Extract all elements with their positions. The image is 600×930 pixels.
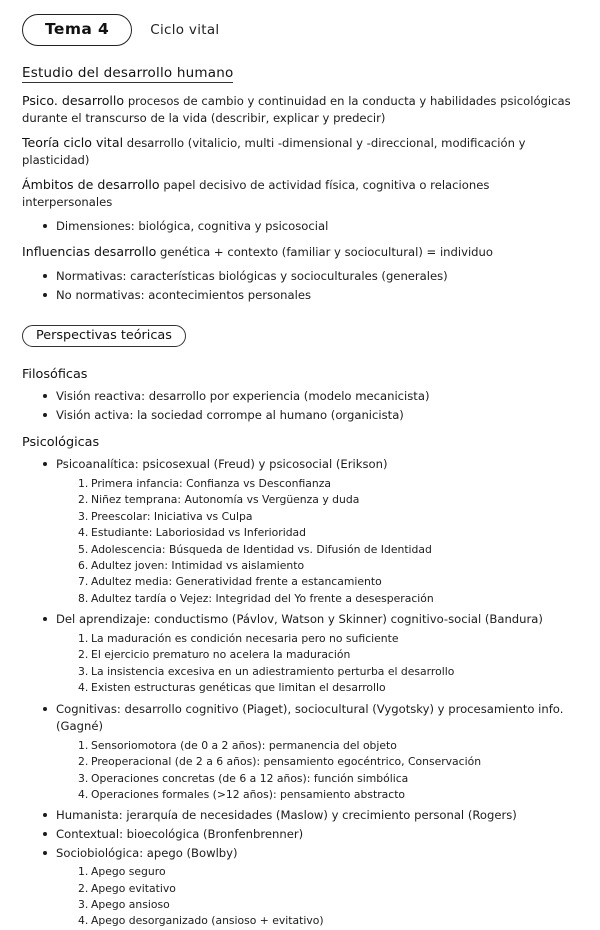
psicoanalitica-stage-list: [56, 476, 582, 607]
list-item: Normativas: características biológicas y socioculturales (generales): [56, 268, 582, 286]
list-item: Apego desorganizado (ansioso + evitativo): [91, 914, 324, 928]
psicologicas-bullet-list: [22, 456, 582, 929]
section-perspectivas-teoricas: [22, 311, 582, 930]
entry-influencias-desarrollo: [22, 243, 582, 261]
list-item: Primera infancia: Confianza vs Desconfianza: [91, 477, 332, 491]
list-item-cognitivas: [56, 701, 582, 804]
group-heading-psicologicas: Psicológicas: [22, 435, 100, 451]
list-item-sociobiologica: [56, 845, 582, 930]
list-item: Apego evitativo: [91, 881, 176, 895]
entry-term: Influencias desarrollo: [22, 243, 157, 259]
list-item: Adultez joven: Intimidad vs aislamiento: [91, 559, 305, 573]
list-item: No normativas: acontecimientos personales: [56, 287, 582, 305]
list-item-label: Psicoanalítica: psicosexual (Freud) y psicosocial (Erikson): [56, 457, 388, 472]
list-item: Operaciones concretas (de 6 a 12 años): función simbólica: [91, 771, 409, 785]
section-estudio-desarrollo-humano: [22, 62, 582, 304]
topic-subtitle: Ciclo vital: [150, 22, 220, 38]
perspectivas-heading: Perspectivas teóricas: [22, 325, 186, 347]
aprendizaje-principle-list: [56, 631, 582, 697]
entry-text: desarrollo (vitalicio, multi -dimensional y -direccional, modificación y plasticidad): [22, 136, 526, 168]
list-item: Apego ansioso: [91, 898, 170, 912]
list-item: Existen estructuras genéticas que limitan el desarrollo: [91, 681, 386, 695]
list-item: Operaciones formales (>12 años): pensamiento abstracto: [91, 787, 406, 801]
influencias-bullet-list: [22, 268, 582, 304]
group-heading-filosoficas: Filosóficas: [22, 367, 88, 383]
list-item: Apego seguro: [91, 865, 166, 879]
list-item: Preescolar: Iniciativa vs Culpa: [91, 509, 253, 523]
topic-pill: Tema 4: [22, 14, 132, 46]
list-item: El ejercicio prematuro no acelera la maduración: [91, 648, 351, 662]
list-item: Adultez media: Generatividad frente a estancamiento: [91, 575, 382, 589]
list-item-psicoanalitica: [56, 456, 582, 607]
list-item: Sensoriomotora (de 0 a 2 años): permanencia del objeto: [91, 738, 397, 752]
list-item: Adultez tardía o Vejez: Integridad del Yo frente a desesperación: [91, 591, 434, 605]
entry-teoria-ciclo-vital: [22, 134, 582, 169]
entry-text: procesos de cambio y continuidad en la conducta y habilidades psicológicas durante el transcurso de la vida (describir, explicar y predecir): [22, 94, 571, 126]
list-item-aprendizaje: [56, 611, 582, 696]
list-item: La insistencia excesiva en un adiestramiento perturba el desarrollo: [91, 664, 455, 678]
list-item-label: Cognitivas: desarrollo cognitivo (Piaget), sociocultural (Vygotsky) y procesamiento info.(Gagné): [56, 701, 564, 734]
entry-ambitos-desarrollo: [22, 176, 582, 211]
list-item: Visión reactiva: desarrollo por experiencia (modelo mecanicista): [56, 388, 582, 406]
cognitivas-stage-list: [56, 738, 582, 804]
entry-term: Psico. desarrollo: [22, 93, 125, 108]
entry-text: genética + contexto (familiar y sociocultural) = individuo: [160, 244, 493, 259]
list-item: Adolescencia: Búsqueda de Identidad vs. Difusión de Identidad: [91, 542, 432, 556]
entry-psico-desarrollo: [22, 92, 582, 127]
filosoficas-bullet-list: [22, 388, 582, 424]
list-item-label: Del aprendizaje: conductismo (Pávlov, Watson y Skinner) cognitivo-social (Bandura): [56, 612, 543, 627]
list-item-humanista: Humanista: jerarquía de necesidades (Maslow) y crecimiento personal (Rogers): [56, 807, 582, 825]
apego-type-list: [56, 864, 582, 930]
list-item: La maduración es condición necesaria pero no suficiente: [91, 631, 399, 645]
entry-term: Ámbitos de desarrollo: [22, 177, 160, 193]
list-item: Preoperacional (de 2 a 6 años): pensamiento egocéntrico, Conservación: [91, 755, 482, 769]
entry-term: Teoría ciclo vital: [22, 135, 124, 151]
list-item: Niñez temprana: Autonomía vs Vergüenza y duda: [91, 493, 360, 507]
list-item: Dimensiones: biológica, cognitiva y psicosocial: [56, 218, 582, 236]
entry-text: papel decisivo de actividad física, cognitiva o relaciones interpersonales: [22, 178, 490, 210]
list-item: Estudiante: Laboriosidad vs Inferioridad: [91, 526, 307, 540]
list-item: Visión activa: la sociedad corrompe al humano (organicista): [56, 407, 582, 425]
list-item-label: Sociobiológica: apego (Bowlby): [56, 845, 238, 860]
section-heading: Estudio del desarrollo humano: [22, 65, 234, 81]
list-item-contextual: Contextual: bioecológica (Bronfenbrenner): [56, 826, 582, 844]
ambitos-bullet-list: [22, 218, 582, 236]
document-header: [22, 14, 582, 46]
